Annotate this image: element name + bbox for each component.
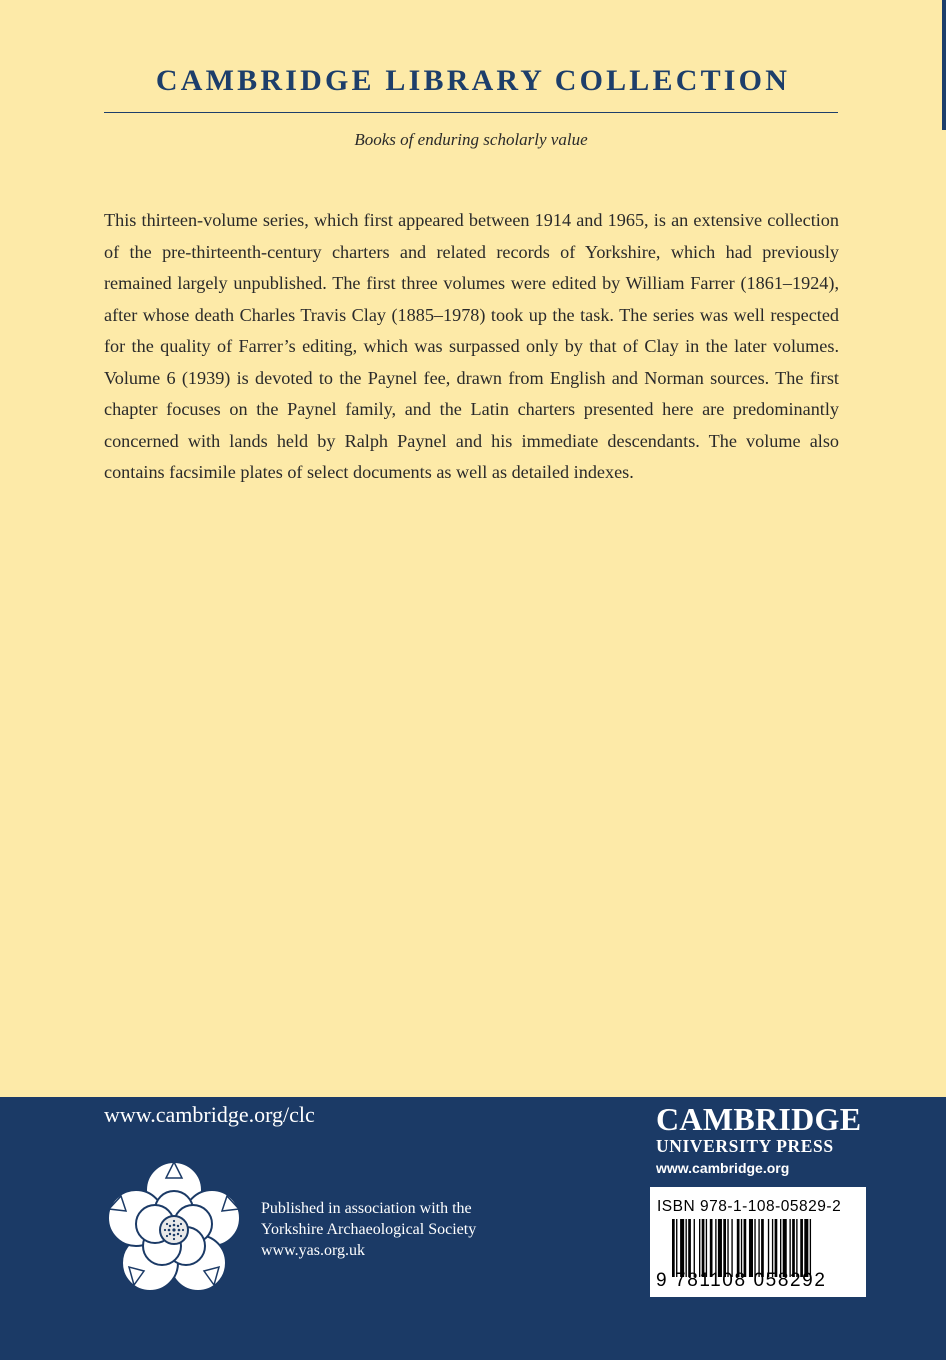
association-line-1: Published in association with the	[261, 1200, 472, 1217]
barcode-bar	[796, 1219, 797, 1277]
ean-digits: 9 781108 058292	[656, 1270, 827, 1291]
barcode-bar	[688, 1219, 691, 1277]
isbn-label: ISBN 978-1-108-05829-2	[657, 1198, 842, 1215]
barcode-bar	[749, 1219, 753, 1277]
association-note	[261, 1198, 476, 1261]
barcode-bar	[710, 1219, 713, 1277]
barcode-bar	[706, 1219, 707, 1277]
barcode-bar	[694, 1219, 695, 1277]
barcode-bar	[792, 1219, 795, 1277]
barcode-bar	[761, 1219, 764, 1277]
barcode-bar	[702, 1219, 705, 1277]
yorkshire-rose-icon	[104, 1160, 244, 1300]
series-tagline: Books of enduring scholarly value	[354, 130, 588, 149]
barcode-bar	[775, 1219, 778, 1277]
barcode-bar	[737, 1219, 740, 1277]
barcode-bar	[718, 1219, 722, 1277]
barcode-bar	[744, 1219, 747, 1277]
barcode-bar	[754, 1219, 755, 1277]
barcode-bar	[680, 1219, 684, 1277]
barcode-bar	[676, 1219, 677, 1277]
barcode-bar	[768, 1219, 769, 1277]
barcode-bar	[715, 1219, 716, 1277]
barcode-bar	[758, 1219, 759, 1277]
barcode-bar	[783, 1219, 787, 1277]
barcode-bar	[741, 1219, 742, 1277]
title-divider	[104, 112, 838, 113]
yas-website-link[interactable]: www.yas.org.uk	[261, 1242, 365, 1259]
association-line-2: Yorkshire Archaeological Society	[261, 1221, 477, 1238]
clc-website-link[interactable]: www.cambridge.org/clc	[104, 1102, 315, 1127]
barcode-bar	[727, 1219, 728, 1277]
publisher-website-link[interactable]: www.cambridge.org	[656, 1160, 790, 1176]
barcode-bar	[772, 1219, 773, 1277]
barcode-bar	[686, 1219, 687, 1277]
barcode-bar	[789, 1219, 790, 1277]
barcode-bar	[780, 1219, 781, 1277]
publisher-logo-name: CAMBRIDGE	[656, 1101, 862, 1137]
barcode-bar	[800, 1219, 803, 1277]
publisher-logo-subname: UNIVERSITY PRESS	[656, 1136, 834, 1156]
barcode-bar	[699, 1219, 700, 1277]
barcode-bar	[723, 1219, 726, 1277]
barcode-bar	[672, 1219, 675, 1277]
barcode-bar	[731, 1219, 732, 1277]
barcode-bar	[804, 1219, 808, 1277]
book-description: This thirteen-volume series, which first appeared between 1914 and 1965, is an extensive collection of the pre-thirteenth-century charters and related records of Yorkshire, which had previously remained largely unpublished. The first three volumes were edited by William Farrer (1861–1924), after whose death Charles Travis Clay (1885–1978) took up the task. The series was well respected for the quality of Farrer’s editing, which was surpassed only by that of Clay in the later volumes. Volume 6 (1939) is devoted to the Paynel fee, drawn from English and Norman sources. The first chapter focuses on the Paynel family, and the Latin charters presented here are predominantly concerned with lands held by Ralph Paynel and his immediate descendants. The volume also contains facsimile plates of select documents as well as detailed indexes.	[104, 210, 839, 482]
barcode-bars	[672, 1219, 866, 1277]
barcode-bar	[810, 1219, 811, 1277]
series-title: CAMBRIDGE LIBRARY COLLECTION	[155, 64, 791, 97]
